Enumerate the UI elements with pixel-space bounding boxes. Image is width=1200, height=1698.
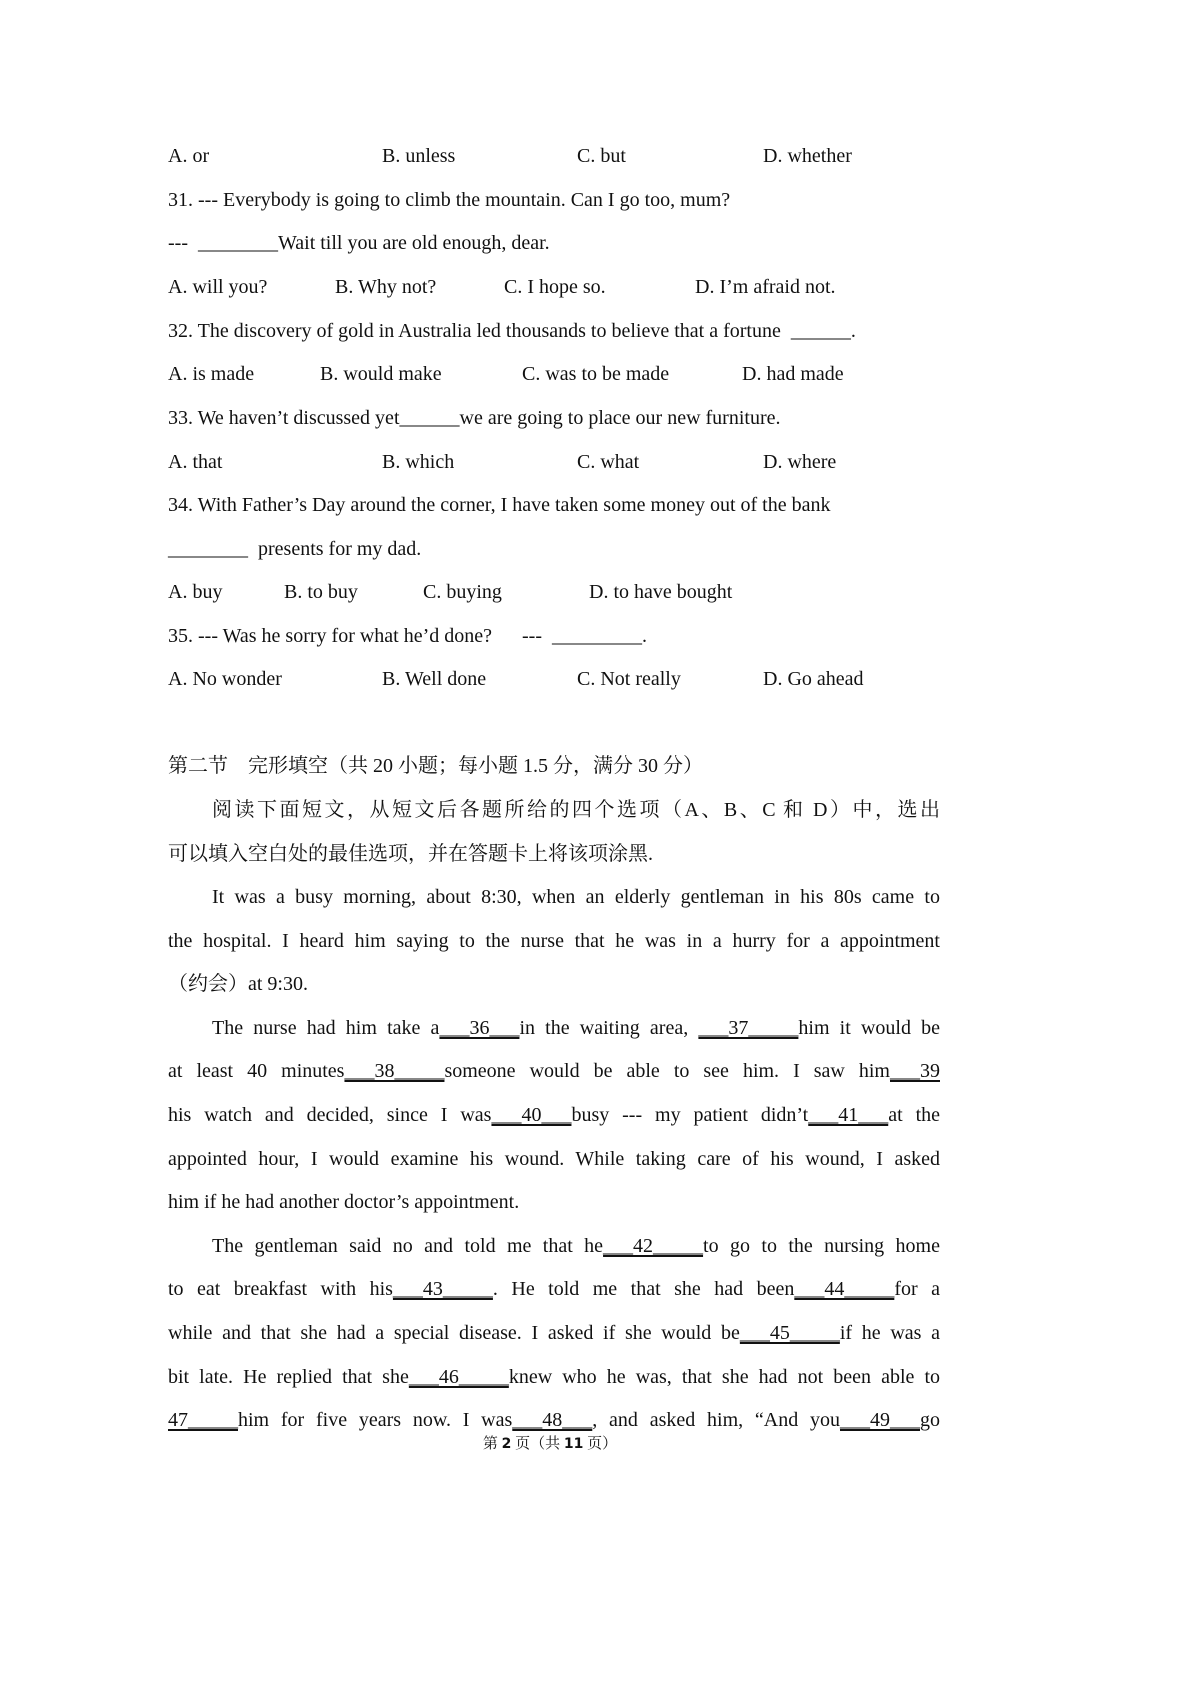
q34-option-c: C. buying xyxy=(423,581,502,603)
blank-48: ___48___ xyxy=(512,1409,593,1431)
passage-p2-line2 xyxy=(168,1058,940,1084)
blank-36: ___36___ xyxy=(439,1017,520,1039)
q34-stem-rest: presents for my dad. xyxy=(248,538,422,560)
text: him it would be xyxy=(798,1017,940,1039)
footer-prefix: 第 xyxy=(482,1436,502,1452)
q32-option-d: D. had made xyxy=(742,363,844,385)
footer-page-number: 2 xyxy=(501,1436,512,1452)
q33-option-a: A. that xyxy=(168,451,223,473)
q31-option-b: B. Why not? xyxy=(335,276,437,298)
q31-option-c: C. I hope so. xyxy=(504,276,606,298)
q33-stem-b: we are going to place our new furniture. xyxy=(459,407,781,429)
blank-39: ___39 xyxy=(890,1060,940,1082)
text: someone would be able to see him. I saw him xyxy=(444,1060,890,1082)
passage-p2-line5: him if he had another doctor’s appointment. xyxy=(168,1191,520,1213)
q31-stem: 31. --- Everybody is going to climb the mountain. Can I go too, mum? xyxy=(168,189,731,211)
blank-40: ___40___ xyxy=(491,1104,572,1126)
q34-option-a: A. buy xyxy=(168,581,223,603)
page-footer xyxy=(0,1434,1100,1454)
q34-stem-line1: 34. With Father’s Day around the corner, I have taken some money out of the bank xyxy=(168,494,831,516)
q32-option-a: A. is made xyxy=(168,363,255,385)
blank-44: ___44_____ xyxy=(794,1278,895,1300)
blank-49: ___49___ xyxy=(840,1409,920,1431)
passage-p1-line3: （约会）at 9:30. xyxy=(168,973,308,995)
q30-option-c: C. but xyxy=(577,145,626,167)
blank-45: ___45_____ xyxy=(739,1322,840,1344)
q35-stem: 35. --- Was he sorry for what he’d done? --- _________. xyxy=(168,625,648,647)
section2-instruction-line1: 阅读下面短文，从短文后各题所给的四个选项（A、B、C 和 D）中，选出 xyxy=(212,799,940,821)
passage-p1-line1: It was a busy morning, about 8:30, when an elderly gentleman in his 80s came to xyxy=(212,886,940,908)
q33-option-b: B. which xyxy=(382,451,455,473)
text: knew who he was, that she had not been able to xyxy=(508,1366,941,1388)
text: to go to the nursing home xyxy=(703,1235,940,1257)
footer-total-pages: 11 xyxy=(563,1436,584,1452)
q35-option-c: C. Not really xyxy=(577,668,681,690)
q31-reply-text: Wait till you are old enough, dear. xyxy=(277,232,550,254)
blank-38: ___38_____ xyxy=(344,1060,445,1082)
passage-p3-line3 xyxy=(168,1320,940,1346)
passage-p3-line2 xyxy=(168,1276,940,1302)
text: if he was a xyxy=(839,1322,940,1344)
q34-stem-line2 xyxy=(168,536,421,562)
section2-instruction-line2: 可以填入空白处的最佳选项，并在答题卡上将该项涂黑. xyxy=(168,843,653,865)
text: The gentleman said no and told me that he xyxy=(212,1235,604,1257)
q31-reply xyxy=(168,230,550,256)
blank-47: 47_____ xyxy=(168,1409,238,1431)
passage-p2-line1 xyxy=(212,1015,940,1041)
q34-blank: ________ xyxy=(168,538,248,560)
blank-43: ___43_____ xyxy=(392,1278,493,1300)
passage-p3-line4 xyxy=(168,1364,940,1390)
text: for a xyxy=(894,1278,940,1300)
text: , and asked him, “And you xyxy=(592,1409,840,1431)
q33-option-c: C. what xyxy=(577,451,640,473)
q30-option-a: A. or xyxy=(168,145,210,167)
q32-stem: 32. The discovery of gold in Australia led thousands to believe that a fortune ______. xyxy=(168,320,856,342)
text: in the waiting area, xyxy=(519,1017,699,1039)
q34-option-d: D. to have bought xyxy=(589,581,733,603)
text: him for five years now. I was xyxy=(238,1409,513,1431)
q33-stem xyxy=(168,405,781,431)
blank-41: ___41___ xyxy=(808,1104,889,1126)
blank-42: ___42_____ xyxy=(603,1235,704,1257)
q35-option-b: B. Well done xyxy=(382,668,487,690)
passage-p2-line4: appointed hour, I would examine his wound. While taking care of his wound, I asked xyxy=(168,1148,940,1170)
passage-p2-line3 xyxy=(168,1102,940,1128)
blank-46: ___46_____ xyxy=(408,1366,509,1388)
footer-middle: 页（共 xyxy=(511,1436,564,1452)
text: at least 40 minutes xyxy=(168,1060,345,1082)
q31-option-d: D. I’m afraid not. xyxy=(695,276,836,298)
q35-option-a: A. No wonder xyxy=(168,668,282,690)
text: his watch and decided, since I was xyxy=(168,1104,492,1126)
text: busy --- my patient didn’t xyxy=(571,1104,809,1126)
q33-stem-a: 33. We haven’t discussed yet xyxy=(168,407,400,429)
q31-blank: ________ xyxy=(197,232,278,254)
q31-option-a: A. will you? xyxy=(168,276,268,298)
q32-option-c: C. was to be made xyxy=(522,363,670,385)
text: to eat breakfast with his xyxy=(168,1278,393,1300)
text: at the xyxy=(888,1104,941,1126)
q34-option-b: B. to buy xyxy=(284,581,358,603)
footer-suffix: 页） xyxy=(583,1436,618,1452)
q32-option-b: B. would make xyxy=(320,363,442,385)
q33-blank: ______ xyxy=(399,407,460,429)
q31-reply-prefix: --- xyxy=(168,232,198,254)
passage-p3-line1 xyxy=(212,1233,940,1259)
q30-option-b: B. unless xyxy=(382,145,456,167)
blank-37: ___37_____ xyxy=(698,1017,799,1039)
q33-option-d: D. where xyxy=(763,451,837,473)
section2-heading: 第二节 完形填空（共 20 小题；每小题 1.5 分，满分 30 分） xyxy=(168,755,703,777)
text: go xyxy=(920,1409,940,1431)
text: bit late. He replied that she xyxy=(168,1366,409,1388)
q35-option-d: D. Go ahead xyxy=(763,668,864,690)
text: . He told me that she had been xyxy=(492,1278,795,1300)
q30-option-d: D. whether xyxy=(763,145,852,167)
text: The nurse had him take a xyxy=(212,1017,440,1039)
passage-p3-line5 xyxy=(168,1407,940,1433)
passage-p1-line2: the hospital. I heard him saying to the nurse that he was in a hurry for a appointment xyxy=(168,930,940,952)
text: while and that she had a special disease. I asked if she would be xyxy=(168,1322,740,1344)
